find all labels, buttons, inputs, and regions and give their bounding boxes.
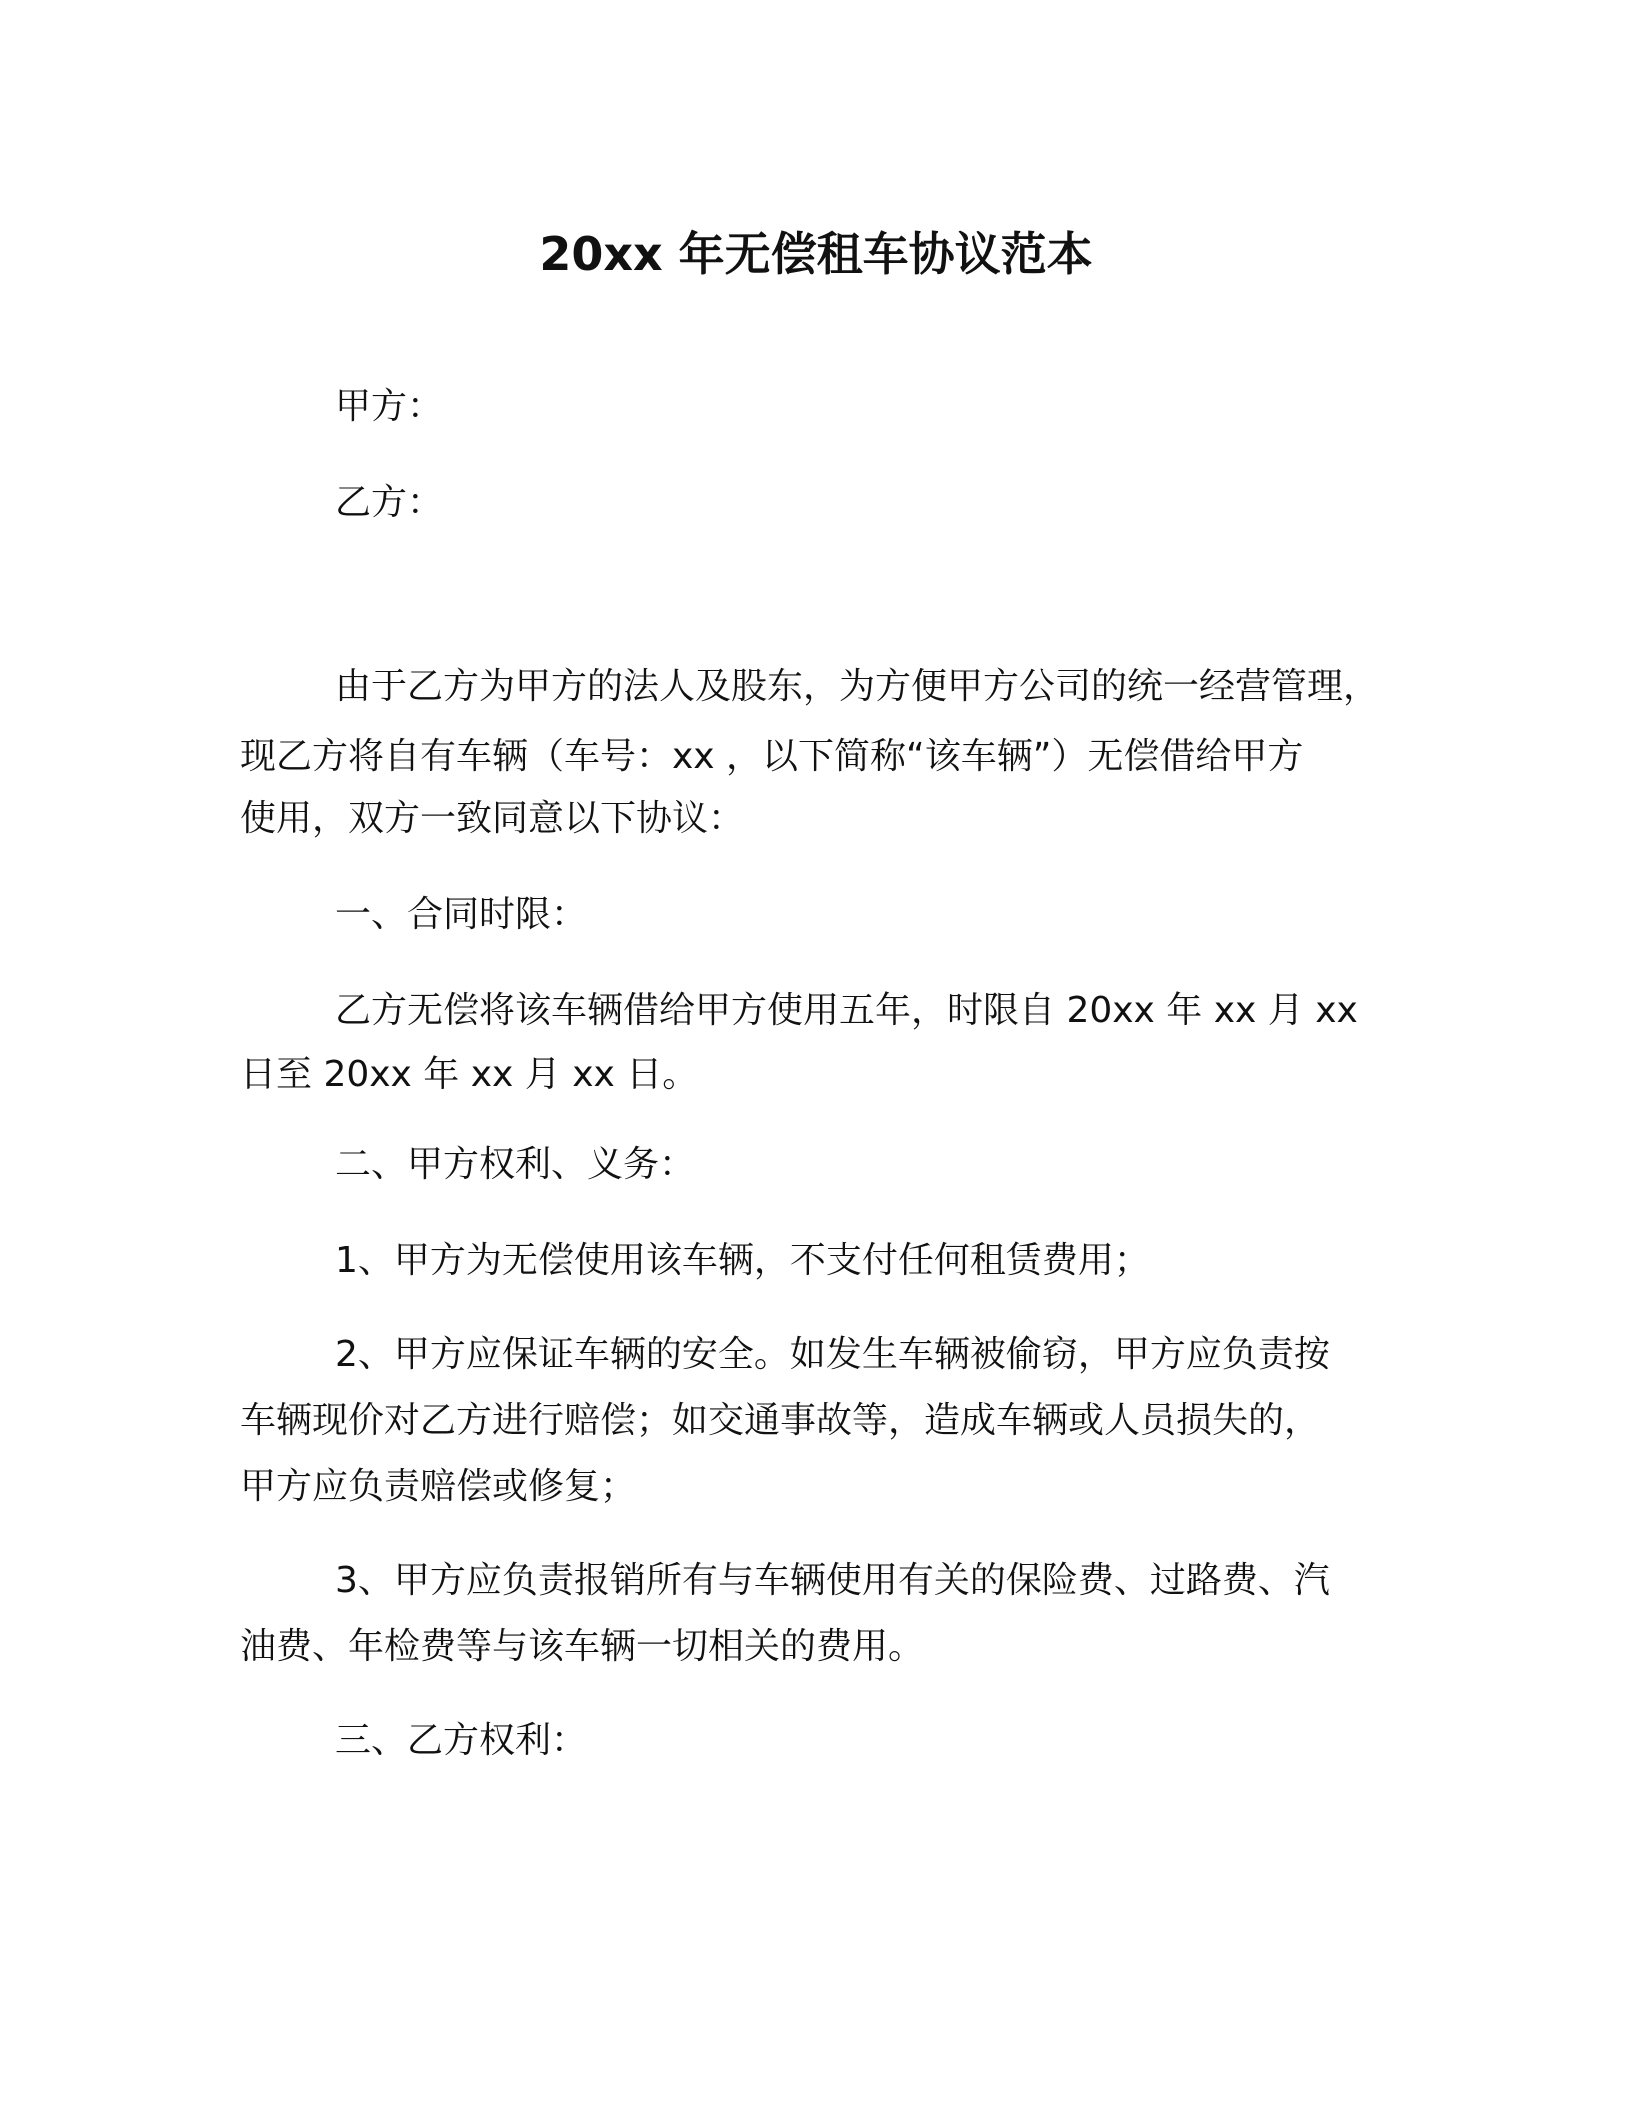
preamble-line: 由于乙方为甲方的法人及股东，为方便甲方公司的统一经营管理， [335,666,1380,707]
section-1-line: 日至 20xx 年 xx 月 xx 日。 [240,1054,699,1095]
section-2-item-2-line: 2、甲方应保证车辆的安全。如发生车辆被偷窃，甲方应负责按 [335,1334,1330,1375]
section-2-heading: 二、甲方权利、义务： [335,1144,696,1185]
preamble-line: 现乙方将自有车辆（车号：xx ，以下简称“该车辆”）无偿借给甲方 [240,736,1304,777]
section-2-item-3-line: 油费、年检费等与该车辆一切相关的费用。 [240,1626,925,1667]
section-3-heading: 三、乙方权利： [335,1720,588,1761]
section-1-heading: 一、合同时限： [335,894,588,935]
party-a-label: 甲方： [335,386,444,427]
party-b-label: 乙方： [335,482,444,523]
section-2-item-3-line: 3、甲方应负责报销所有与车辆使用有关的保险费、过路费、汽 [335,1560,1330,1601]
section-2-item-1: 1、甲方为无偿使用该车辆，不支付任何租赁费用； [335,1240,1150,1281]
document-title: 20xx 年无偿租车协议范本 [539,227,1093,281]
section-2-item-2-line: 甲方应负责赔偿或修复； [240,1466,637,1507]
preamble-line: 使用，双方一致同意以下协议： [240,798,745,839]
section-1-line: 乙方无偿将该车辆借给甲方使用五年，时限自 20xx 年 xx 月 xx [335,990,1358,1031]
section-2-item-2-line: 车辆现价对乙方进行赔偿；如交通事故等，造成车辆或人员损失的， [240,1400,1321,1441]
